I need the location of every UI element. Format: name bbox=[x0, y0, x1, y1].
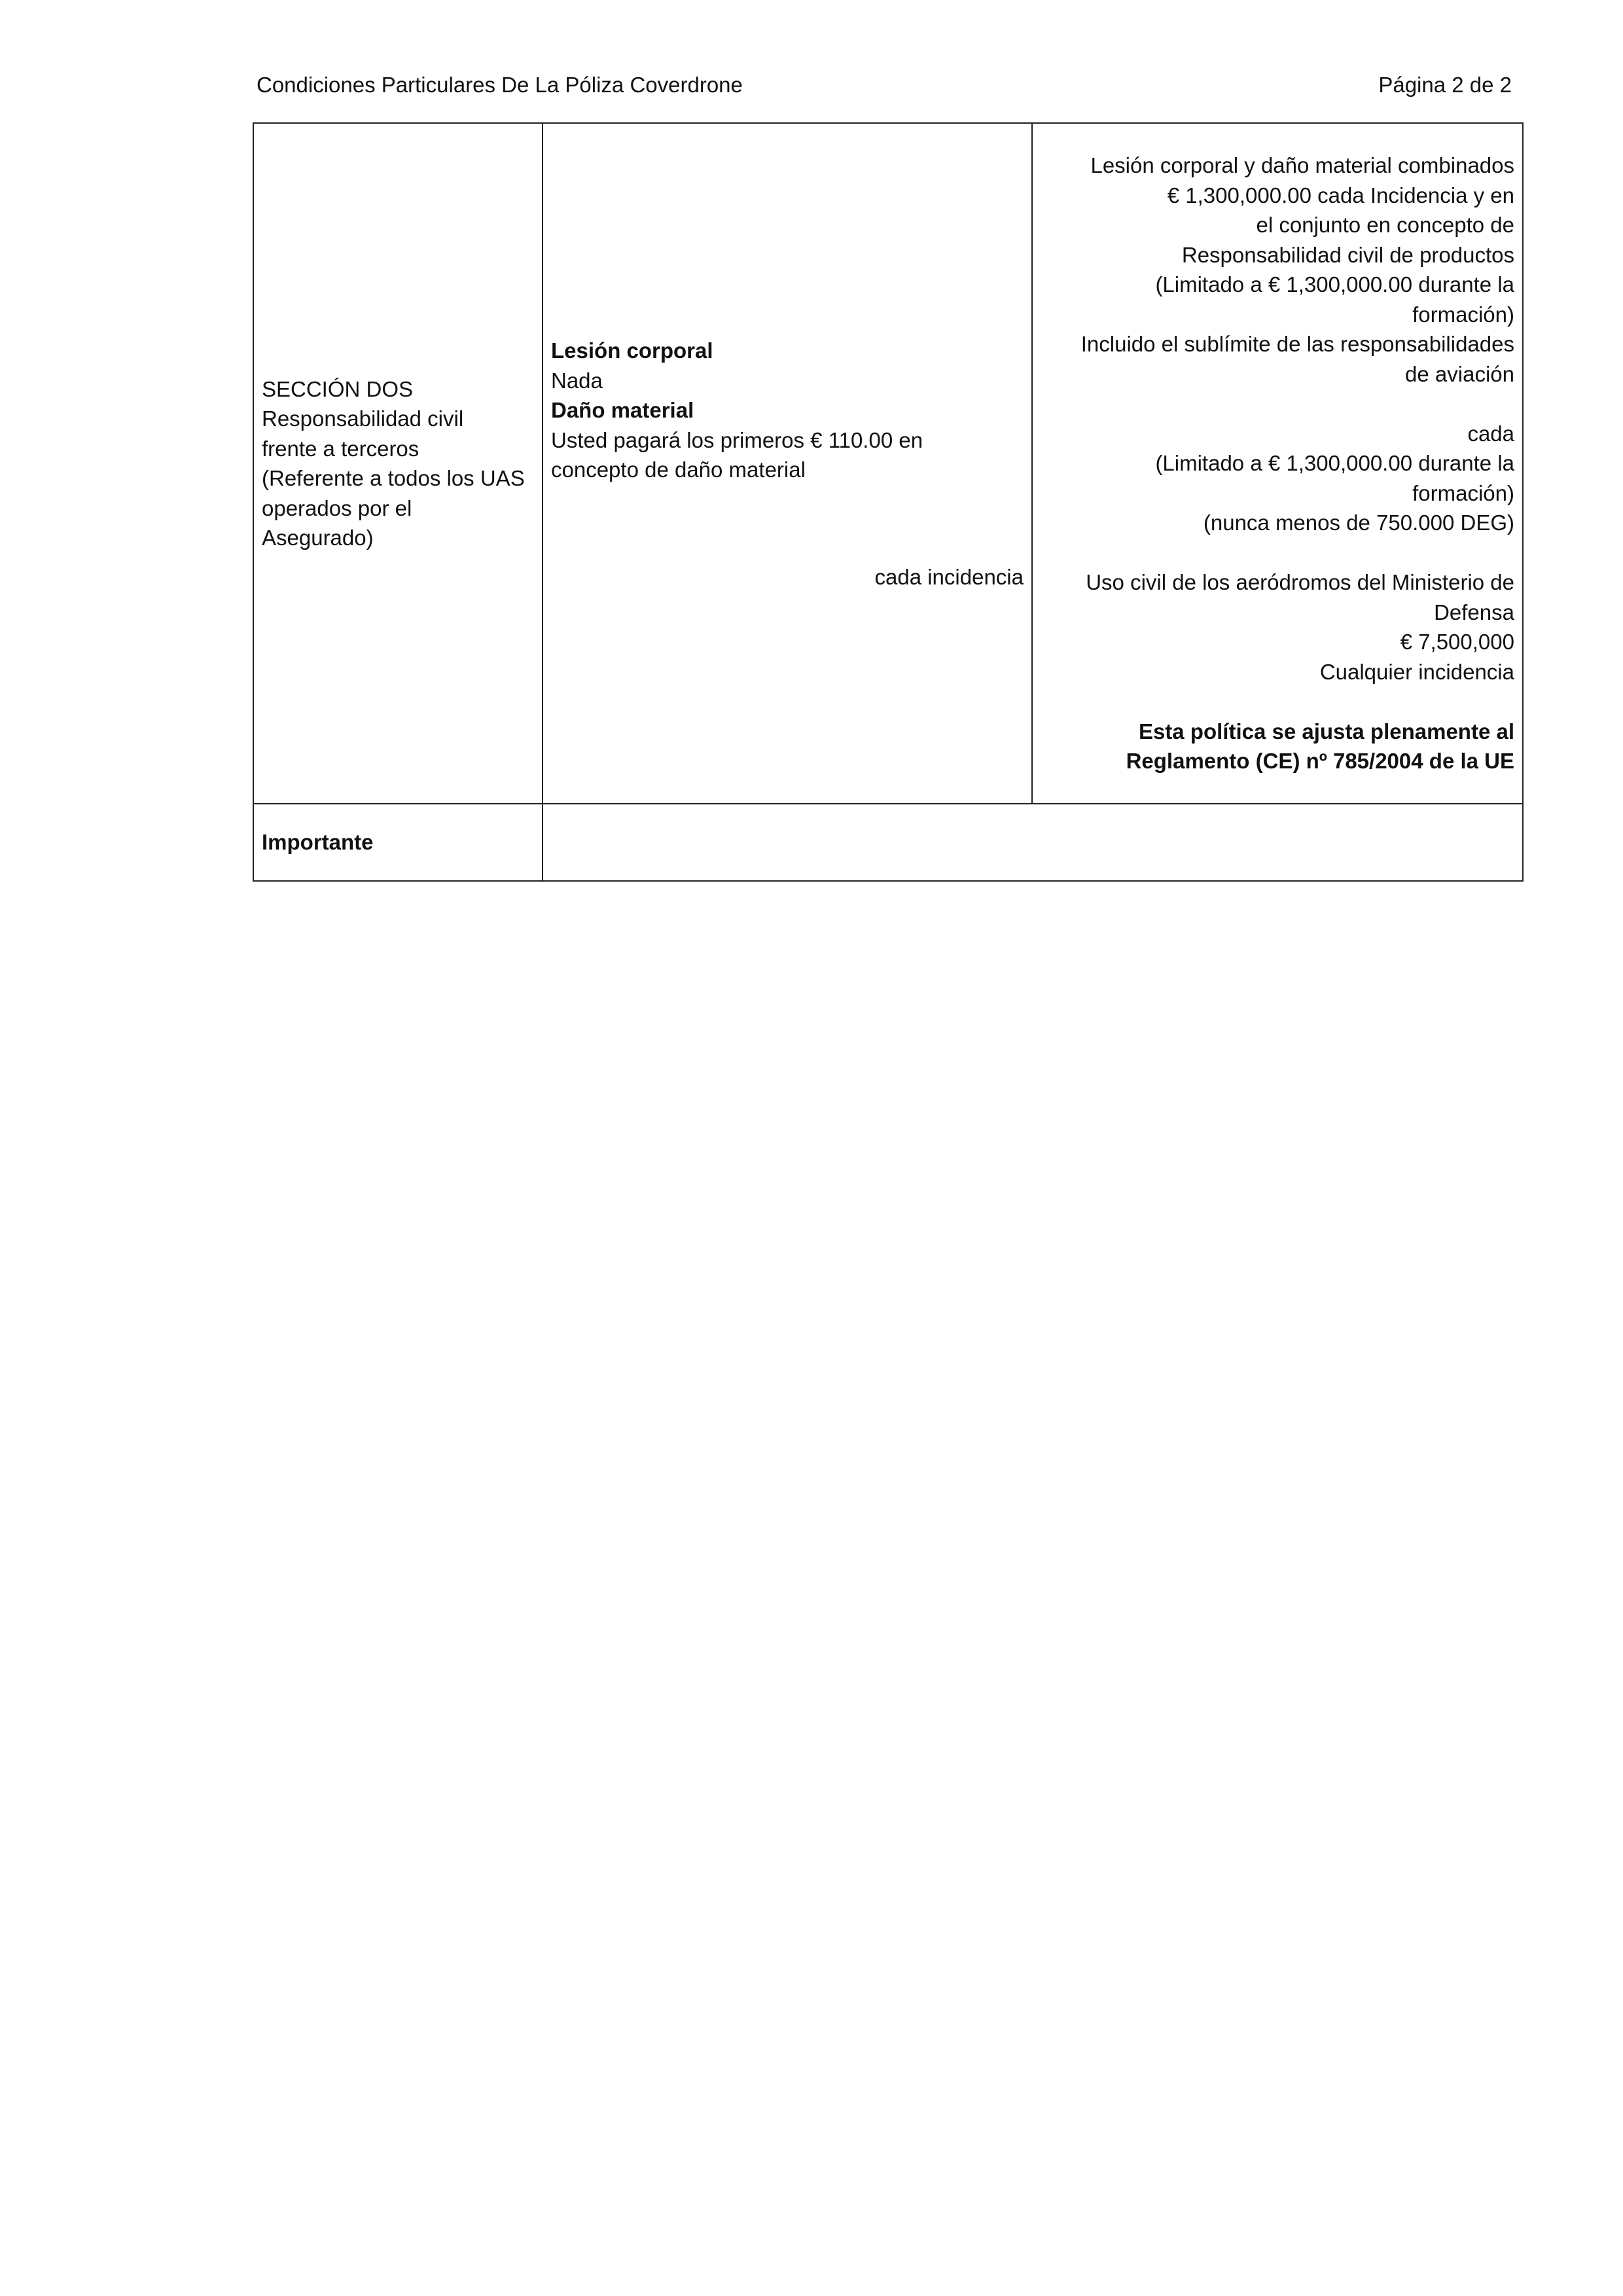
limit-line: Lesión corporal y daño material combinados bbox=[1090, 153, 1514, 178]
section-title-line: frente a terceros bbox=[262, 436, 419, 461]
limit-line: el conjunto en concepto de bbox=[1256, 213, 1514, 238]
section-title-line: SECCIÓN DOS bbox=[262, 376, 414, 401]
limit-line: de aviación bbox=[1405, 361, 1514, 386]
deductibles-text bbox=[551, 336, 1024, 485]
policy-conditions-table bbox=[253, 122, 1524, 882]
limit-line: Responsabilidad civil de productos bbox=[1181, 242, 1514, 267]
limit-line: € 1,300,000.00 cada Incidencia y en bbox=[1167, 183, 1514, 207]
limit-line: Uso civil de los aeródromos del Ministerio de bbox=[1086, 570, 1514, 595]
limit-line: (Limitado a € 1,300,000.00 durante la bbox=[1155, 272, 1514, 297]
property-damage-label: Daño material bbox=[551, 398, 694, 422]
limit-line: Cualquier incidencia bbox=[1319, 659, 1514, 684]
limit-line: cada bbox=[1467, 421, 1514, 446]
blank-line bbox=[1041, 687, 1514, 717]
limit-line: formación) bbox=[1412, 302, 1514, 327]
section-two-row bbox=[253, 123, 1523, 804]
blank-line bbox=[1041, 389, 1514, 419]
limit-line: Defensa bbox=[1434, 600, 1514, 624]
bodily-injury-value: Nada bbox=[551, 368, 603, 393]
page-number: Página 2 de 2 bbox=[1378, 73, 1512, 97]
limit-line: (nunca menos de 750.000 DEG) bbox=[1203, 511, 1514, 535]
regulation-statement: Reglamento (CE) nº 785/2004 de la UE bbox=[1126, 749, 1514, 774]
each-incident-text: cada incidencia bbox=[874, 565, 1024, 589]
property-damage-value: concepto de daño material bbox=[551, 457, 806, 482]
section-title-line: Asegurado) bbox=[262, 526, 374, 550]
section-title-line: operados por el bbox=[262, 495, 412, 520]
limit-line: (Limitado a € 1,300,000.00 durante la bbox=[1155, 451, 1514, 476]
bodily-injury-label: Lesión corporal bbox=[551, 338, 713, 363]
section-title-cell bbox=[253, 123, 543, 804]
important-row bbox=[253, 804, 1523, 881]
property-damage-value: Usted pagará los primeros € 110.00 en bbox=[551, 427, 923, 452]
section-title-line: Responsabilidad civil bbox=[262, 406, 464, 431]
limit-line: Incluido el sublímite de las responsabilidades bbox=[1080, 332, 1514, 357]
limit-line: € 7,500,000 bbox=[1400, 630, 1514, 655]
limits-cell bbox=[1032, 123, 1523, 804]
document-title: Condiciones Particulares De La Póliza Coverdrone bbox=[257, 73, 743, 97]
deductibles-cell bbox=[543, 123, 1032, 804]
important-label: Importante bbox=[253, 804, 543, 881]
section-title-line: (Referente a todos los UAS bbox=[262, 466, 525, 490]
limit-line: formación) bbox=[1412, 480, 1514, 505]
regulation-statement: Esta política se ajusta plenamente al bbox=[1138, 719, 1514, 744]
blank-line bbox=[1041, 538, 1514, 568]
important-value bbox=[543, 804, 1523, 881]
